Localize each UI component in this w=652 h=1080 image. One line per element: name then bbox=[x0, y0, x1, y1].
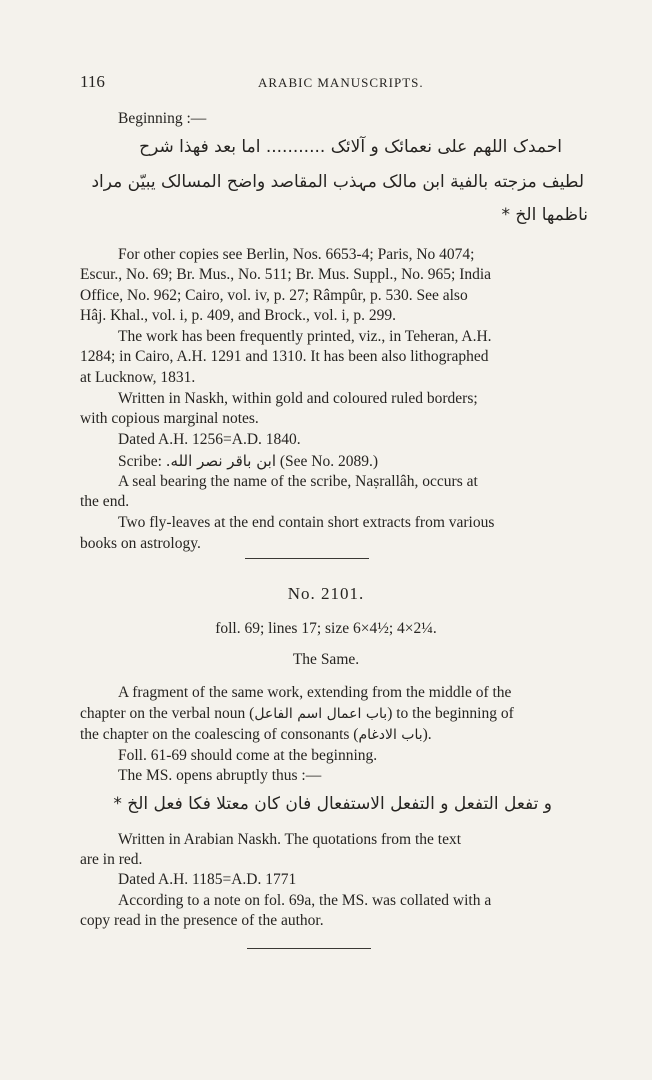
opening-arabic: و تفعل التفعل و التفعل الاستفعال فان کان معتلا فکا فعل الخ * bbox=[113, 794, 552, 814]
beginning-label: Beginning :— bbox=[118, 110, 207, 127]
fragment-line-3 bbox=[80, 725, 432, 746]
flyleaf-line-1: Two fly-leaves at the end contain short extracts from various bbox=[118, 514, 495, 531]
scribe-arabic-name: ابن باقر نصر الله. bbox=[165, 452, 277, 470]
foll-note: Foll. 61-69 should come at the beginning. bbox=[118, 747, 378, 764]
printed-line-2: 1284; in Cairo, A.H. 1291 and 1310. It has been also lithographed bbox=[80, 348, 489, 365]
entry-title: The Same. bbox=[292, 651, 360, 668]
printed-line-3: at Lucknow, 1831. bbox=[80, 369, 196, 386]
entry-number: No. 2101. bbox=[287, 584, 365, 603]
fragment-arabic-1: باب اعمال اسم الفاعل bbox=[254, 706, 388, 722]
scribe-label: Scribe: bbox=[118, 453, 162, 470]
naskh-line-2: are in red. bbox=[80, 851, 143, 868]
end-divider bbox=[247, 948, 371, 949]
naskh-line-1: Written in Arabian Naskh. The quotations from the text bbox=[118, 831, 462, 848]
scribe-line bbox=[118, 451, 378, 473]
fragment-text-c: the chapter on the coalescing of consonants ( bbox=[80, 726, 359, 743]
copies-line-1: For other copies see Berlin, Nos. 6653-4; Paris, No 4074; bbox=[118, 246, 475, 263]
written-line-1: Written in Naskh, within gold and coloured ruled borders; bbox=[118, 390, 478, 407]
written-line-2: with copious marginal notes. bbox=[80, 410, 259, 427]
collation-line: foll. 69; lines 17; size 6×4½; 4×2¼. bbox=[215, 620, 437, 637]
section-divider bbox=[245, 558, 369, 559]
copies-line-4: Hâj. Khal., vol. i, p. 409, and Brock., vol. i, p. 299. bbox=[80, 307, 396, 324]
fragment-text-b: ) to the beginning of bbox=[387, 705, 514, 722]
scribe-reference: (See No. 2089.) bbox=[279, 453, 379, 470]
arabic-beginning-line-1: احمدک اللهم علی نعمائک و آلائک ........... اما بعد فهذا شرح bbox=[139, 137, 562, 157]
fragment-arabic-2: باب الادغام bbox=[358, 727, 423, 743]
copies-line-3: Office, No. 962; Cairo, vol. iv, p. 27; Râmpûr, p. 530. See also bbox=[80, 287, 468, 304]
page-number: 116 bbox=[80, 72, 105, 91]
printed-line-1: The work has been frequently printed, viz., in Teheran, A.H. bbox=[118, 328, 492, 345]
running-title: ARABIC MANUSCRIPTS. bbox=[258, 75, 424, 90]
copies-line-2: Escur., No. 69; Br. Mus., No. 511; Br. Mus. Suppl., No. 965; India bbox=[80, 266, 492, 283]
fragment-text-a: chapter on the verbal noun ( bbox=[80, 705, 255, 722]
opens-line: The MS. opens abruptly thus :— bbox=[118, 767, 322, 784]
entry-dated-line: Dated A.H. 1185=A.D. 1771 bbox=[118, 871, 297, 888]
dated-line: Dated A.H. 1256=A.D. 1840. bbox=[118, 431, 301, 448]
arabic-beginning-line-2: لطیف مزجته بالفیة ابن مالک مہذب المقاصد واضح المسالک یبیّن مراد bbox=[91, 172, 584, 192]
collation-note-line-1: According to a note on fol. 69a, the MS. was collated with a bbox=[118, 892, 492, 909]
seal-line-1: A seal bearing the name of the scribe, Naṣrallâh, occurs at bbox=[118, 473, 478, 490]
collation-note-line-2: copy read in the presence of the author. bbox=[80, 912, 324, 929]
fragment-text-d: ). bbox=[422, 726, 432, 743]
seal-line-2: the end. bbox=[80, 493, 130, 510]
arabic-beginning-line-3: ناظمها الخ * bbox=[501, 205, 588, 225]
flyleaf-line-2: books on astrology. bbox=[80, 535, 201, 552]
fragment-line-1: A fragment of the same work, extending from the middle of the bbox=[118, 684, 512, 701]
fragment-line-2 bbox=[80, 704, 514, 725]
